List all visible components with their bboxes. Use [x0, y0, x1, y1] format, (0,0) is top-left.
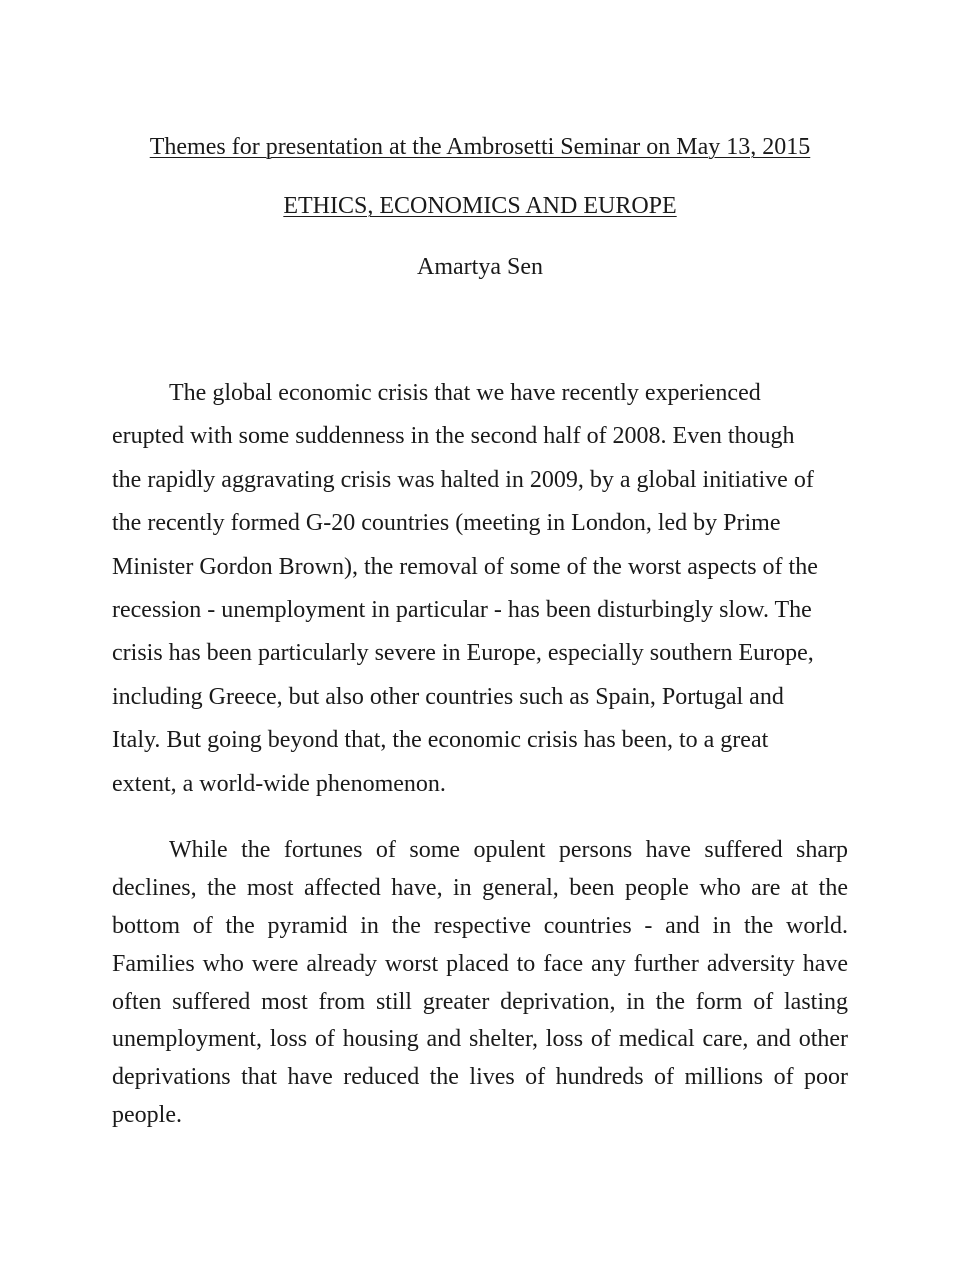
paragraph-line: Minister Gordon Brown), the removal of some of the worst aspects of the [112, 553, 818, 580]
paragraph-line: Italy. But going beyond that, the economic crisis has been, to a great [112, 727, 769, 754]
heading-text: ETHICS, ECONOMICS AND EUROPE [283, 193, 677, 219]
paragraph-1 [112, 378, 848, 812]
document-title [0, 132, 960, 162]
paragraph-line: people. [112, 1102, 182, 1129]
paragraph-2 [112, 835, 848, 1138]
paragraph-line: the rapidly aggravating crisis was halted in 2009, by a global initiative of [112, 466, 814, 493]
paragraph-line: crisis has been particularly severe in Europe, especially southern Europe, [112, 640, 814, 667]
author-name: Amartya Sen [417, 254, 543, 280]
paragraph-line: often suffered most from still greater deprivation, in the form of lasting [112, 988, 848, 1015]
paragraph-line: the recently formed G-20 countries (meeting in London, led by Prime [112, 510, 781, 537]
title-text: Themes for presentation at the Ambrosetti Seminar on May 13, 2015 [149, 134, 811, 160]
paragraph-line: extent, a world-wide phenomenon. [112, 770, 446, 797]
document-heading [0, 191, 960, 221]
paragraph-line: declines, the most affected have, in general, been people who are at the [112, 874, 848, 901]
paragraph-line: unemployment, loss of housing and shelter, loss of medical care, and other [112, 1026, 848, 1053]
paragraph-line: erupted with some suddenness in the second half of 2008. Even though [112, 423, 795, 450]
paragraph-line: including Greece, but also other countries such as Spain, Portugal and [112, 683, 784, 710]
paragraph-line: Families who were already worst placed to face any further adversity have [112, 950, 848, 977]
paragraph-line: While the fortunes of some opulent persons have suffered sharp [169, 837, 848, 863]
paragraph-line: recession - unemployment in particular - has been disturbingly slow. The [112, 596, 812, 623]
paragraph-line: The global economic crisis that we have recently experienced [169, 380, 761, 406]
paragraph-line: deprivations that have reduced the lives of hundreds of millions of poor [112, 1064, 848, 1091]
paragraph-line: bottom of the pyramid in the respective countries - and in the world. [112, 912, 848, 939]
